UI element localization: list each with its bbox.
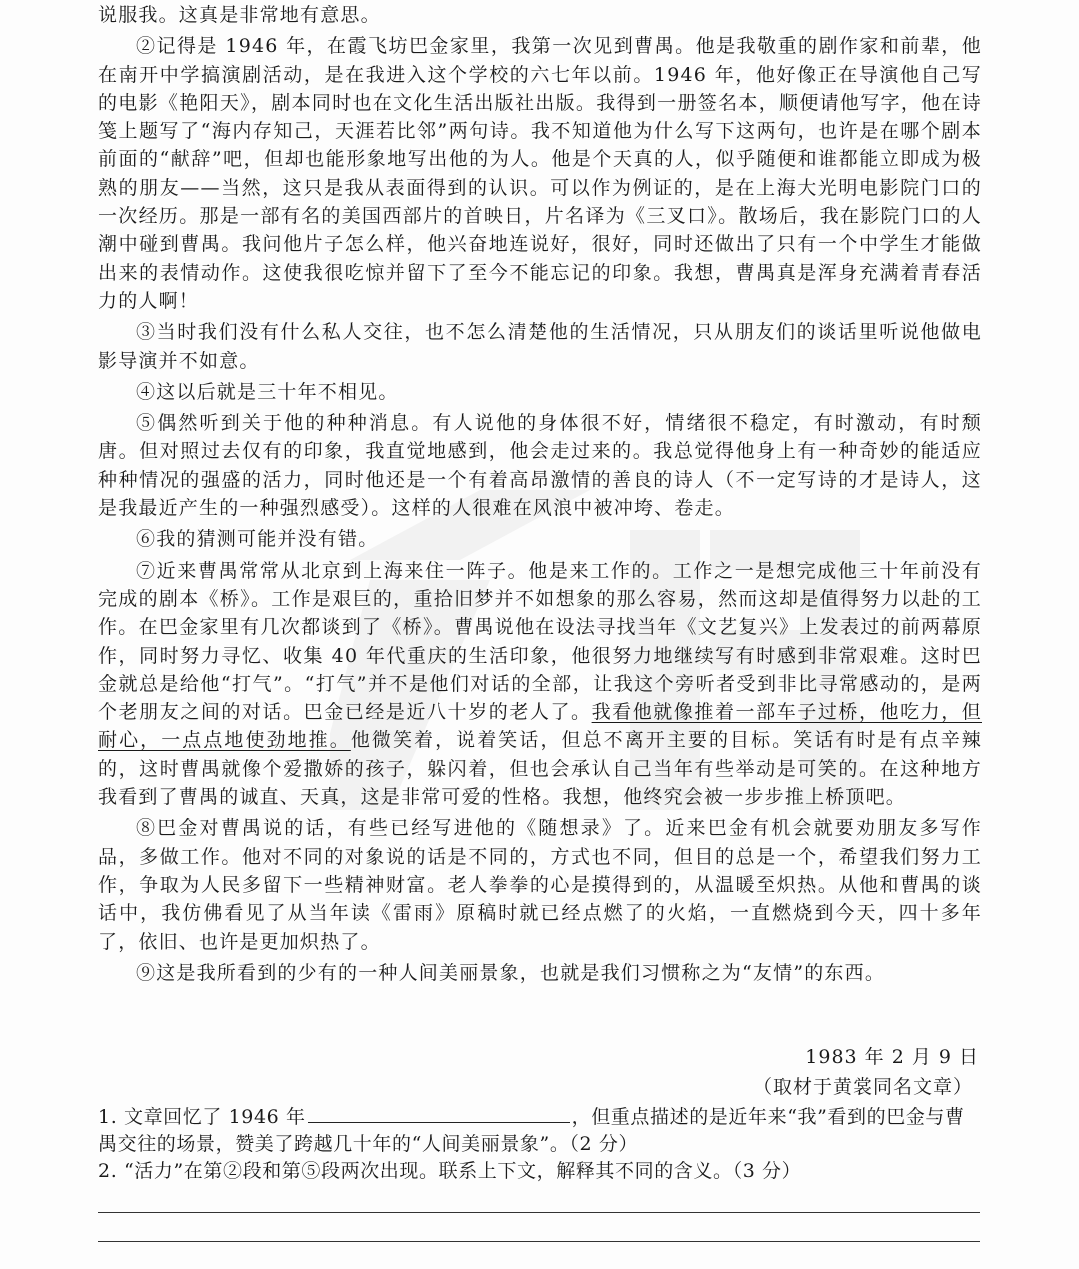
question-2: 2. “活力”在第②段和第⑤段两次出现。联系上下文，解释其不同的含义。（3 分） <box>98 1160 802 1182</box>
paragraph-3: ③当时我们没有什么私人交往，也不怎么清楚他的生活情况，只从朋友们的谈话里听说他做电影导演并不如意。 <box>98 321 982 372</box>
answer-blank[interactable] <box>308 1104 570 1123</box>
question-1-suffix: ，但重点描述的是近年来“我”看到的巴金与曹禺交往的场景，赞美了跨越几十年的“人间美丽景象”。（2 分） <box>98 1106 965 1155</box>
article-date: 1983 年 2 月 9 日 <box>805 1046 979 1068</box>
question-1 <box>98 1104 982 1158</box>
paragraph-5: ⑤偶然听到关于他的种种消息。有人说他的身体很不好，情绪很不稳定，有时激动，有时颓唐。但对照过去仅有的印象，我直觉地感到，他会走过来的。我总觉得他身上有一种奇妙的能适应种种情况的强盛的活力，同时他还是一个有着高昂激情的善良的诗人（不一定写诗的才是诗人，这是我最近产生的一种强烈感受）。这样的人很难在风浪中被冲垮、卷走。 <box>98 412 982 520</box>
question-section <box>98 1104 982 1185</box>
article-body <box>98 0 982 987</box>
answer-line-2[interactable] <box>98 1241 980 1242</box>
paragraph-7-text-b: 他微笑着，说着笑话，但总不离开主要的目标。笑话有时是有点辛辣的，这时曹禺就像个爱撒娇的孩子，躲闪着，但也会承认自己当年有些举动是可笑的。在这种地方我看到了曹禺的诚直、天真，这是非常可爱的性格。我想，他终究会被一步步推上桥顶吧。 <box>98 729 982 809</box>
paragraph-7-text-a: ⑦近来曹禺常常从北京到上海来住一阵子。他是来工作的。工作之一是想完成他三十年前没有完成的剧本《桥》。工作是艰巨的，重拾旧梦并不如想象的那么容易，然而这却是值得努力以赴的工作。在巴金家里有几次都谈到了《桥》。曹禺说他在设法寻找当年《文艺复兴》上发表过的前两幕原作，同时努力寻忆、收集 40 年代重庆的生活印象，他很努力地继续写有时感到非常艰难。这时巴金就总是给他“打气”。“打气”并不是他们对话的全部，让我这个旁听者受到非比寻常感动的，是两个老朋友之间的对话。巴金已经是近八十岁的老人了。 <box>98 559 982 724</box>
underlined-sentence: 我看他就像推着一部车子过桥，他吃力，但耐心，一点点地使劲地推。 <box>98 701 982 752</box>
paragraph-6: ⑥我的猜测可能并没有错。 <box>136 528 379 551</box>
paragraph-0: 说服我。这真是非常地有意思。 <box>98 4 381 26</box>
answer-line-1[interactable] <box>98 1212 980 1213</box>
paragraph-7 <box>98 557 982 812</box>
paragraph-4: ④这以后就是三十年不相见。 <box>136 380 399 403</box>
paragraph-9: ⑨这是我所看到的少有的一种人间美丽景象，也就是我们习惯称之为“友情”的东西。 <box>136 961 886 984</box>
paragraph-8: ⑧巴金对曹禺说的话，有些已经写进他的《随想录》了。近来巴金有机会就要劝朋友多写作品，多做工作。他对不同的对象说的话是不同的，方式也不同，但目的总是一个，希望我们努力工作，争取为人民多留下一些精神财富。老人拳拳的心是摸得到的，从温暖至炽热。从他和曹禺的谈话中，我仿佛看见了从当年读《雷雨》原稿时就已经点燃了的火焰，一直燃烧到今天，四十多年了，依旧、也许是更加炽热了。 <box>98 817 982 953</box>
paragraph-2: ②记得是 1946 年，在霞飞坊巴金家里，我第一次见到曹禺。他是我敬重的剧作家和前辈，他在南开中学搞演剧活动，是在我进入这个学校的六七年以前。1946 年，他好像正在导演他自己写的电影《艳阳天》，剧本同时也在文化生活出版社出版。我得到一册签名本，顺便请他写字，他在诗笺上题写了“海内存知己，天涯若比邻”两句诗。我不知道他为什么写下这两句，也许是在哪个剧本前面的“献辞”吧，但却也能形象地写出他的为人。他是个天真的人，似乎随便和谁都能立即成为极熟的朋友——当然，这只是我从表面得到的认识。可以作为例证的，是在上海大光明电影院门口的一次经历。那是一部有名的美国西部片的首映日，片名译为《三叉口》。散场后，我在影院门口的人潮中碰到曹禺。我问他片子怎么样，他兴奋地连说好，很好，同时还做出了只有一个中学生才能做出来的表情动作。这使我很吃惊并留下了至今不能忘记的印象。我想，曹禺真是浑身充满着青春活力的人啊！ <box>98 35 982 312</box>
question-1-prefix: 1. 文章回忆了 1946 年 <box>98 1106 306 1128</box>
article-source: （取材于黄裳同名文章） <box>752 1076 973 1098</box>
